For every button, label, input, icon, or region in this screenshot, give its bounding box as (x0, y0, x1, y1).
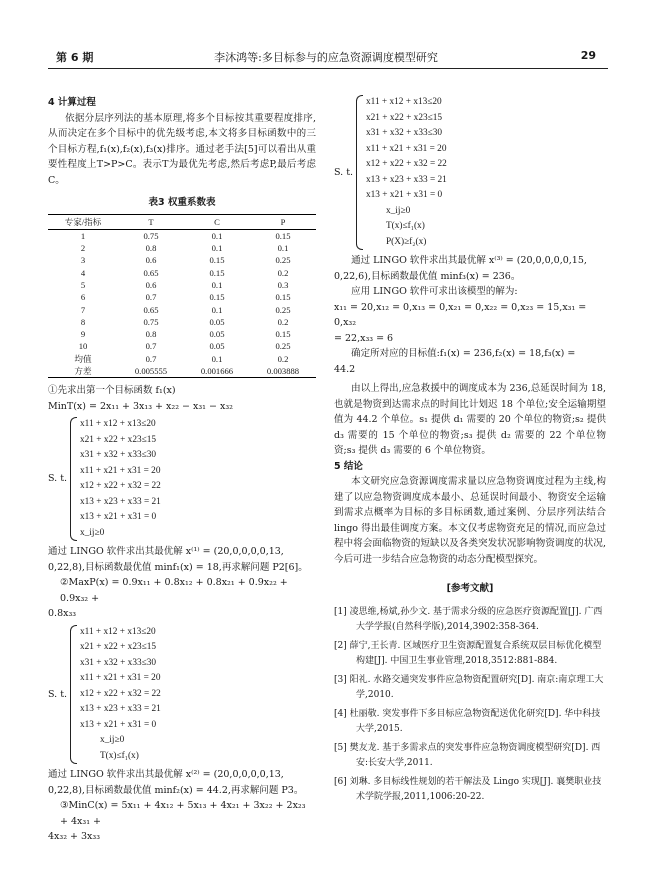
step-3a: ③MinC(x) = 5x₁₁ + 4x₁₂ + 5x₁₃ + 4x₂₁ + 3x₂₂ + 2x₂₃ + 4x₃₁ + (60, 800, 306, 827)
result-1a: 通过 LINGO 软件求出其最优解 x⁽¹⁾ = (20,0,0,0,0,13, (48, 546, 284, 558)
paragraph-conclusion: 本文研究应急资源调度需求量以应急物资调度过程为主线,构建了以应急物资调度成本最小、总延误时间最小、物资安全运输到需求点概率为目标的多目标函数,通过案例、分层序列法结合 lingo 得出最佳调度方案。本文仅考虑物资充足的情况,而应急过程中将会面临物资的短缺以及各类突发状况影响物资调度的状况,今后可进一步结合应急物资的动态分配模型探究。 (334, 476, 606, 565)
table-cell: 0.7 (145, 341, 157, 352)
table-header-cell: P (250, 214, 316, 229)
constraint-line: x11 + x12 + x13≤20 (366, 97, 442, 107)
constraint-line: x11 + x12 + x13≤20 (80, 626, 156, 637)
table-row (48, 353, 316, 365)
table-cell: 0.1 (211, 304, 223, 315)
reference-item: [6] 刘琳. 多目标线性规划的若干解法及 Lingo 实现[J]. 襄樊职业技术学院学报,2011,1006:20-22. (334, 776, 602, 802)
brace (356, 95, 363, 250)
table-cell: 0.15 (209, 255, 225, 266)
result-3b: 0,22,6),目标函数最优值 minf₃(x) = 236。 (334, 270, 521, 282)
left-column (48, 95, 316, 845)
constraint-line: x31 + x32 + x33≤30 (366, 128, 443, 138)
constraint-line: x21 + x22 + x23≤15 (80, 642, 157, 653)
table-cell: 0.15 (209, 292, 225, 303)
constraint-line: x21 + x22 + x23≤15 (366, 112, 443, 123)
constraint-line: x13 + x23 + x33 = 21 (80, 704, 161, 715)
reference-item: [3] 阳礼. 水路交通突发事件应急物资配置研究[D]. 南京:南京理工大学,2010. (334, 674, 604, 700)
table-row (48, 267, 316, 279)
constraint-line: x13 + x21 + x31 = 0 (366, 190, 443, 200)
table-cell: 0.05 (209, 316, 225, 327)
paragraph-method: 依据分层序列法的基本原理,将多个目标按其重要程度排序,从而决定在多个目标中的优先级考虑,本文将多目标函数中的三个目标方程,f₁(x),f₂(x),f₃(x)排序。通过老手法[5]可以看出从重要性程度上T>P>C。表示T为最优先考虑,然后考虑P,最后考虑C。 (48, 112, 316, 186)
constraint-line: x31 + x32 + x33≤30 (80, 450, 157, 461)
table-cell: 0.15 (275, 230, 291, 241)
constraint-line: x_ij≥0 (80, 527, 105, 538)
table-row (48, 242, 316, 254)
table-row (48, 328, 316, 340)
step-1: ①先求出第一个目标函数 f₁(x) (48, 385, 176, 397)
constraints-2 (48, 625, 316, 765)
brace (70, 417, 77, 541)
table-cell: 0.1 (277, 243, 289, 254)
table-cell: 2 (80, 243, 86, 254)
table-row (48, 229, 316, 242)
constraint-line: x11 + x21 + x31 = 20 (80, 465, 161, 476)
header-rule (48, 68, 608, 69)
constraint-line: x_ij≥0 (386, 205, 411, 216)
table-row (48, 340, 316, 352)
constraint-line: x11 + x12 + x13≤20 (80, 419, 156, 430)
table-cell: 0.8 (145, 243, 157, 254)
table-cell: 0.6 (145, 255, 157, 266)
constraint-line: P(X)≥f₂(x) (386, 236, 427, 247)
brace (70, 625, 77, 765)
table-cell: 0.2 (277, 267, 289, 278)
table-cell: 7 (80, 304, 86, 315)
page-number: 29 (580, 49, 596, 62)
reference-item: [2] 薛宁,王长青. 区域医疗卫生资源配置复合系统双层目标优化模型构建[J]. 中国卫生事业管理,2018,3512:881-884. (334, 640, 602, 666)
table-cell: 0.15 (209, 267, 225, 278)
constraints-1 (48, 417, 316, 541)
target-line-2: 44.2 (334, 363, 356, 375)
table-row (48, 291, 316, 303)
reference-item: [1] 凌思维,杨斌,孙少文. 基于需求分级的应急医疗资源配置[J]. 广西大学学报(自然科学版),2014,3902:358-364. (334, 606, 603, 632)
solution-line-2: = 22,x₃₃ = 6 (334, 332, 394, 344)
constraint-line: x21 + x22 + x23≤15 (80, 434, 157, 445)
constraint-line: T(x)≤f₁(x) (100, 750, 139, 761)
st-label: S. t. (48, 473, 68, 485)
table-cell: 3 (80, 255, 86, 266)
table-cell: 0.1 (211, 243, 223, 254)
constraint-line: x13 + x21 + x31 = 0 (80, 512, 157, 523)
paragraph-result: 由以上得出,应急救援中的调度成本为 236,总延误时间为 18,也就是物资到达需求点的时间比计划迟 18 个单位;安全运输期望值为 44.2 个单位。s₁ 提供 d₁ 需要的 20 个单位的物资;s₂ 提供 d₃ 需要的 15 个单位的物资;s₃ 提供 d₂ 需要的 22 个单位物资;s₃ 提供 d₃ 需要的 6 个单位物资。 (334, 383, 606, 456)
table-cell: 0.2 (277, 316, 289, 327)
result-1b: 0,22,8),目标函数最优值 minf₁(x) = 18,再求解问题 P2[6]。 (48, 561, 308, 573)
constraint-line: x_ij≥0 (100, 735, 125, 746)
table-cell: 10 (78, 341, 88, 352)
table-cell: 0.003888 (250, 365, 316, 378)
issue-number: 第 6 期 (56, 51, 94, 64)
table-caption: 表3 权重系数表 (148, 197, 216, 208)
table-row (48, 316, 316, 328)
reference-item: [4] 杜丽敬. 突发事件下多目标应急物资配送优化研究[D]. 华中科技大学,2015. (334, 708, 601, 734)
step-3b: 4x₃₂ + 3x₃₃ (48, 831, 101, 843)
table-cell: 8 (80, 316, 86, 327)
table-cell: 9 (80, 329, 86, 340)
constraint-line: x12 + x22 + x32 = 22 (80, 688, 161, 699)
reference-item: [5] 樊友龙. 基于多需求点的突发事件应急物资调度模型研究[D]. 西安:长安大学,2011. (334, 742, 601, 768)
target-line-1: 确定所对应的目标值:f₁(x) = 236,f₂(x) = 18,f₃(x) = (351, 348, 576, 359)
constraint-line: x31 + x32 + x33≤30 (80, 657, 157, 668)
table-cell: 0.25 (275, 304, 291, 315)
table-cell: 0.05 (209, 329, 225, 340)
table-cell: 0.15 (275, 329, 291, 340)
table-cell: 0.25 (275, 255, 291, 266)
constraint-line: x12 + x22 + x32 = 22 (80, 481, 161, 492)
weight-table (48, 214, 316, 379)
table-cell: 0.7 (145, 292, 157, 303)
table-cell: 0.15 (275, 292, 291, 303)
table-cell: 0.65 (143, 304, 159, 315)
section-4-title: 4 计算过程 (48, 97, 96, 108)
running-header (48, 46, 604, 66)
table-cell: 0.3 (277, 279, 289, 290)
table-header-cell: T (118, 214, 184, 229)
table-cell: 0.005555 (118, 365, 184, 378)
constraint-line: x11 + x21 + x31 = 20 (80, 673, 161, 684)
table-cell: 0.25 (275, 341, 291, 352)
table-cell: 均值 (74, 353, 92, 364)
table-cell: 0.1 (211, 230, 223, 241)
table-cell: 0.1 (211, 279, 223, 290)
table-cell: 0.1 (211, 353, 223, 364)
table-cell: 4 (80, 267, 86, 278)
step-2a: ②MaxP(x) = 0.9x₁₁ + 0.8x₁₂ + 0.8x₂₁ + 0.9x₂₂ + 0.9x₃₂ + (60, 577, 288, 604)
table-row (48, 304, 316, 316)
objective-1: MinT(x) = 2x₁₁ + 3x₁₃ + x₂₂ − x₃₁ − x₃₂ (48, 400, 233, 412)
result-3a: 通过 LINGO 软件求出其最优解 x⁽³⁾ = (20,0,0,0,0,15, (351, 255, 587, 266)
running-title: 李沐鸿等:多目标参与的应急资源调度模型研究 (214, 51, 438, 64)
table-cell: 1 (80, 230, 86, 241)
constraint-line: x13 + x21 + x31 = 0 (80, 719, 157, 730)
table-row (48, 365, 316, 378)
result-2b: 0,22,8),目标函数最优值 minf₂(x) = 44.2,再求解问题 P3。 (48, 784, 304, 796)
constraint-line: x13 + x23 + x33 = 21 (366, 174, 447, 185)
right-column (334, 95, 606, 809)
table-header-cell: C (184, 214, 250, 229)
constraint-line: x12 + x22 + x32 = 22 (366, 159, 447, 169)
table-cell: 0.8 (145, 329, 157, 340)
st-label: S. t. (334, 167, 354, 178)
references-title: [参考文献] (446, 583, 494, 594)
references-list (334, 605, 606, 806)
table-cell: 0.7 (145, 353, 157, 364)
constraint-line: x11 + x21 + x31 = 20 (366, 143, 447, 154)
result-2a: 通过 LINGO 软件求出其最优解 x⁽²⁾ = (20,0,0,0,0,13, (48, 769, 284, 781)
constraint-line: x13 + x23 + x33 = 21 (80, 496, 161, 507)
table-cell: 0.05 (209, 341, 225, 352)
constraints-3 (334, 95, 606, 250)
table-cell: 0.75 (143, 230, 159, 241)
table-cell: 0.75 (143, 316, 159, 327)
table-row (48, 279, 316, 291)
table-header-cell: 专家/指标 (48, 214, 118, 229)
section-5-title: 5 结论 (334, 460, 363, 472)
table-cell: 方差 (48, 365, 118, 378)
table-cell: 0.001666 (184, 365, 250, 378)
table-cell: 0.2 (277, 353, 289, 364)
table-cell: 0.65 (143, 267, 159, 278)
table-cell: 6 (80, 292, 86, 303)
st-label: S. t. (48, 688, 68, 700)
table-cell: 0.6 (145, 279, 157, 290)
table-row (48, 254, 316, 266)
constraint-line: T(x)≤f₁(x) (386, 221, 425, 231)
step-2b: 0.8x₃₃ (48, 608, 77, 620)
solution-line-1: x₁₁ = 20,x₁₂ = 0,x₁₃ = 0,x₂₁ = 0,x₂₂ = 0,x₂₃ = 15,x₃₁ = 0,x₃₂ (334, 301, 587, 328)
table-cell: 5 (80, 279, 86, 290)
apply-lingo: 应用 LINGO 软件可求出该模型的解为: (351, 286, 518, 297)
